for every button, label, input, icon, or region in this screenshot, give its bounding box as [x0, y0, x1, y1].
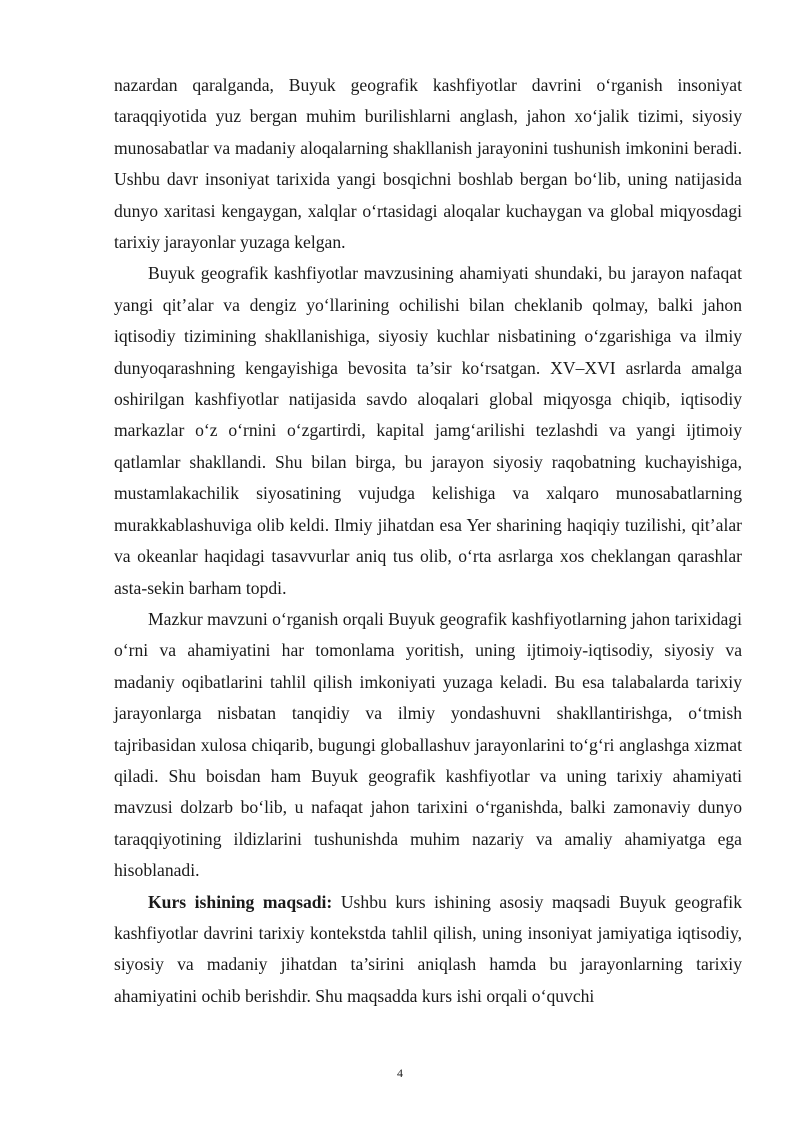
paragraph-text: Ushbu kurs ishining asosiy maqsadi Buyuk geografik kashfiyotlar davrini tarixiy kontekstda tahlil qilish, uning insoniyat jamiyatiga iqtisodiy, siyosiy va madaniy jihatdan ta’sirini aniqlash hamda bu jarayonlarning tarixiy ahamiyatini ochib berishdir. Shu maqsadda kurs ishi orqali o‘quvchi [114, 891, 742, 1006]
paragraph-text: Buyuk geografik kashfiyotlar mavzusining ahamiyati shundaki, bu jarayon nafaqat yangi qit’alar va dengiz yo‘llarining ochilishi bilan cheklanib qolmay, balki jahon iqtisodiy tizimining shakllanishiga, siyosiy kuchlar nisbatining o‘zgarishiga va ilmiy dunyoqarashning kengayishiga bevosita ta’sir ko‘rsatgan. XV–XVI asrlarda amalga oshirilgan kashfiyotlar natijasida savdo aloqalari global miqyosga chiqib, iqtisodiy markazlar o‘z o‘rnini o‘zgartirdi, kapital jamg‘arilishi tezlashdi va yangi ijtimoiy qatlamlar shakllandi. Shu bilan birga, bu jarayon siyosiy raqobatning kuchayishiga, mustamlakachilik siyosatining vujudga kelishiga va xalqaro munosabatlarning murakkablashuviga olib keldi. Ilmiy jihatdan esa Yer sharining haqiqiy tuzilishi, qit’alar va okeanlar haqidagi tasavvurlar aniq tus olib, o‘rta asrlarga xos cheklangan qarashlar asta-sekin barham topdi. [114, 263, 742, 598]
paragraph-lead-heading: Kurs ishining maqsadi: [148, 891, 333, 912]
document-page [114, 70, 742, 1012]
paragraph-significance [114, 258, 742, 603]
page-number: 4 [397, 1066, 403, 1080]
paragraph-text: Mazkur mavzuni o‘rganish orqali Buyuk geografik kashfiyotlarning jahon tarixidagi o‘rni va ahamiyatini har tomonlama yoritish, uning ijtimoiy-iqtisodiy, siyosiy va madaniy oqibatlarini tahlil qilish imkoniyati yuzaga keladi. Bu esa talabalarda tarixiy jarayonlarga nisbatan tanqidiy va ilmiy yondashuvni shakllantirishga, o‘tmish tajribasidan xulosa chiqarib, bugungi globallashuv jarayonlarini to‘g‘ri anglashga xizmat qiladi. Shu boisdan ham Buyuk geografik kashfiyotlar va uning tarixiy ahamiyati mavzusi dolzarb bo‘lib, u nafaqat jahon tarixini o‘rganishda, balki zamonaviy dunyo taraqqiyotining ildizlarini tushunishda muhim nazariy va amaliy ahamiyatga ega hisoblanadi. [114, 608, 742, 881]
paragraph-intro [114, 70, 742, 258]
paragraph-text: nazardan qaralganda, Buyuk geografik kashfiyotlar davrini o‘rganish insoniyat taraqqiyotida yuz bergan muhim burilishlarni anglash, jahon xo‘jalik tizimi, siyosiy munosabatlar va madaniy aloqalarning shakllanish jarayonini tushunish imkonini beradi. Ushbu davr insoniyat tarixida yangi bosqichni boshlab bergan bo‘lib, uning natijasida dunyo xaritasi kengaygan, xalqlar o‘rtasidagi aloqalar kuchaygan va global miqyosdagi tarixiy jarayonlar yuzaga kelgan. [114, 75, 742, 253]
paragraph-study [114, 604, 742, 887]
paragraph-goal [114, 887, 742, 1013]
